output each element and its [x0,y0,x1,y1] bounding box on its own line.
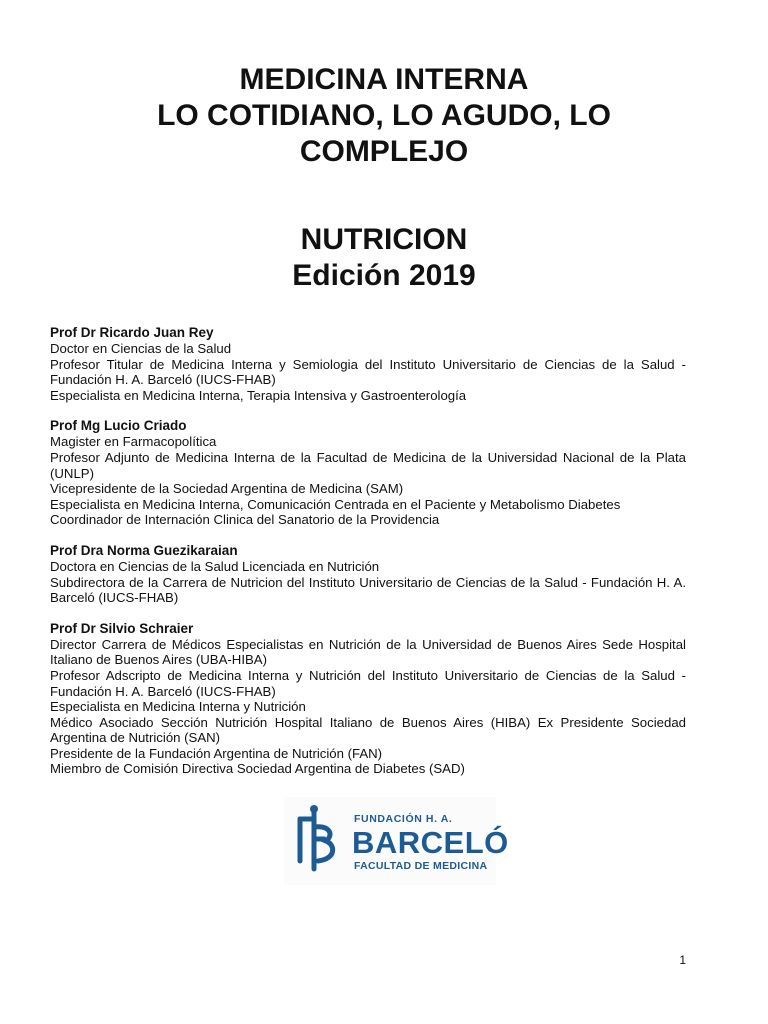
title-line-1: MEDICINA INTERNA [239,63,529,96]
barcelo-logo [284,797,509,885]
author-credential: Especialista en Medicina Interna, Terapia Intensiva y Gastroenterología [50,387,467,403]
subtitle-line-2: Edición 2019 [292,259,476,292]
logo-bottom-text: FACULTAD DE MEDICINA [354,860,488,872]
authors-list [50,325,686,792]
author-credential: Director Carrera de Médicos Especialistas en Nutrición de la Universidad de Buenos Aires Sede Hospital Italiano de Buenos Aires (UBA-HIBA) [50,636,686,668]
author-block [50,543,686,606]
author-credential: Presidente de la Fundación Argentina de Nutrición (FAN) [50,745,383,761]
page-number: 1 [679,953,686,967]
author-credential: Médico Asociado Sección Nutrición Hospital Italiano de Buenos Aires (HIBA) Ex Presidente Sociedad Argentina de Nutrición (SAN) [50,714,686,746]
author-name: Prof Dr Silvio Schraier [50,620,194,636]
author-credential: Profesor Adjunto de Medicina Interna de la Facultad de Medicina de la Universidad Nacional de la Plata (UNLP) [50,449,686,481]
subtitle-line-1: NUTRICION [300,223,468,256]
author-credential: Doctor en Ciencias de la Salud [50,341,232,356]
logo-main-text: BARCELÓ [352,825,509,860]
author-credential: Miembro de Comisión Directiva Sociedad Argentina de Diabetes (SAD) [50,761,465,777]
author-credential: Coordinador de Internación Clinica del Sanatorio de la Providencia [50,512,440,528]
author-credential: Especialista en Medicina Interna, Comunicación Centrada en el Paciente y Metabolismo Diabetes [50,496,621,512]
author-credential: Profesor Adscripto de Medicina Interna y Nutrición del Instituto Universitario de Ciencias de la Salud - Fundación H. A. Barceló (IUCS-FHAB) [50,667,686,699]
document-subtitle [0,222,768,294]
fb-monogram-icon [284,797,348,885]
author-name: Prof Mg Lucio Criado [50,418,187,434]
author-block [50,621,686,777]
author-credential: Profesor Titular de Medicina Interna y Semiologia del Instituto Universitario de Ciencias de la Salud - Fundación H. A. Barceló (IUCS-FHAB) [50,356,686,388]
logo-top-text: FUNDACIÓN H. A. [354,813,453,825]
document-title [0,62,768,170]
author-block [50,325,686,403]
author-name: Prof Dra Norma Guezikaraian [50,542,238,558]
author-block [50,418,686,528]
author-name: Prof Dr Ricardo Juan Rey [50,325,214,340]
title-line-3: COMPLEJO [299,135,469,168]
author-credential: Doctora en Ciencias de la Salud Licenciada en Nutrición [50,558,380,574]
title-line-2: LO COTIDIANO, LO AGUDO, LO [157,99,611,132]
author-credential: Vicepresidente de la Sociedad Argentina de Medicina (SAM) [50,481,404,497]
author-credential: Especialista en Medicina Interna y Nutrición [50,699,306,715]
author-credential: Subdirectora de la Carrera de Nutricion del Instituto Universitario de Ciencias de la Salud - Fundación H. A. Barceló (IUCS-FHAB) [50,574,686,606]
author-credential: Magister en Farmacopolítica [50,434,217,450]
